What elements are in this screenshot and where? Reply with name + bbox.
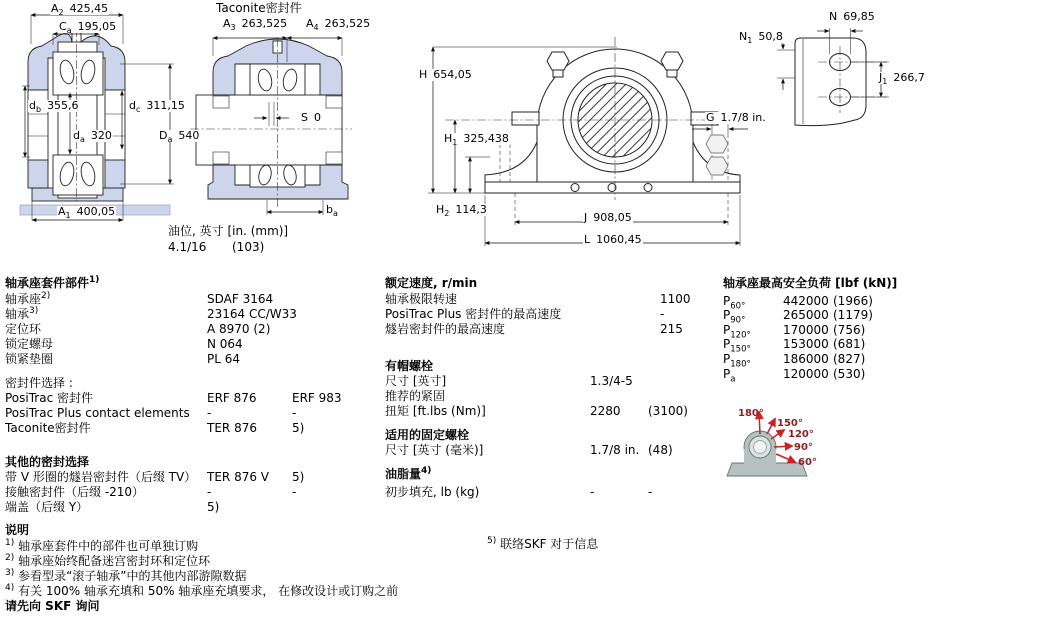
load-v1-60: 442000 bbox=[783, 294, 829, 308]
row-lock-nut-label: 锁定螺母 bbox=[5, 337, 54, 351]
row-locating-ring-label: 定位环 bbox=[5, 322, 42, 336]
angle-label-120: 120° bbox=[788, 429, 814, 440]
front-view-drawing bbox=[420, 32, 755, 258]
grease-v2: - bbox=[648, 485, 653, 499]
cap-bolts-header: 有帽螺栓 bbox=[385, 359, 434, 373]
dim-H1: $H_1$ 325,438 bbox=[444, 132, 509, 148]
row-lock-nut-value: N 064 bbox=[207, 337, 243, 351]
oil-level-mm: (103) bbox=[232, 240, 265, 254]
load-sym-180: $P_{180^\circ}$ bbox=[723, 352, 751, 370]
pillow-block-base bbox=[727, 463, 807, 476]
row-taconite-label: Taconite密封件 bbox=[5, 421, 91, 435]
load-v2-150: (681) bbox=[833, 337, 866, 351]
dim-ba: $b_a$ bbox=[325, 204, 345, 216]
left-split-lug bbox=[512, 112, 539, 125]
footnote-4: $^{4)}$ 有关 100% 轴承充填和 50% 轴承座充填要求， 在修改设计或订购之前 bbox=[5, 583, 399, 598]
footnote-4-tail: 请先向 SKF 询问 bbox=[5, 599, 100, 613]
load-v2-120: (756) bbox=[833, 323, 866, 337]
load-sym-150: $P_{150^\circ}$ bbox=[723, 337, 751, 355]
load-v1-180: 186000 bbox=[783, 352, 829, 366]
dim-dc: $d_c$ 311,15 bbox=[129, 99, 185, 115]
row-taconite-v-ring-v1: TER 876 V bbox=[207, 470, 269, 484]
other-seals-header: 其他的密封选择 bbox=[5, 455, 90, 469]
taconite-seal-left-top bbox=[213, 96, 229, 108]
row-bearing-speed-value: 1100 bbox=[660, 292, 691, 306]
dim-Da: $D_a$ 540 bbox=[159, 129, 200, 145]
row-lock-washer-label: 锁紧垫圈 bbox=[5, 352, 54, 366]
load-v2-a: (530) bbox=[833, 367, 866, 381]
row-contact-seal-label: 接触密封件（后缀 -210） bbox=[5, 485, 145, 499]
row-positrac-plus-v1: - bbox=[207, 406, 212, 420]
arrow-120 bbox=[771, 430, 784, 439]
notes-header: 说明 bbox=[5, 523, 30, 537]
seal-selection-header: 密封件选择 : bbox=[5, 376, 73, 390]
row-positrac-plus-v2: - bbox=[292, 406, 297, 420]
load-sym-120: $P_{120^\circ}$ bbox=[723, 323, 751, 341]
row-taconite-v-ring-label: 带 V 形圈的燧岩密封件（后缀 TV） bbox=[5, 470, 197, 484]
load-v1-a: 120000 bbox=[783, 367, 829, 381]
footnote-2: $^{2)}$ 轴承座始终配备迷宫密封环和定位环 bbox=[5, 553, 211, 568]
load-v2-60: (1966) bbox=[833, 294, 873, 308]
row-taconite-v1: TER 876 bbox=[207, 421, 257, 435]
anchor-bolts-header: 适用的固定螺栓 bbox=[385, 428, 470, 442]
cap-bolts-size-value: 1.3/4-5 bbox=[590, 374, 633, 388]
load-v2-90: (1179) bbox=[833, 308, 873, 322]
dim-da: $d_a$ 320 bbox=[73, 129, 112, 145]
load-sym-60: $P_{60^\circ}$ bbox=[723, 294, 746, 312]
dim-H: H 654,05 bbox=[419, 68, 472, 81]
dim-Ca: $C_a$ 195,05 bbox=[59, 20, 117, 36]
grease-header: 油脂量$^{4)}$ bbox=[385, 466, 432, 481]
left-wing bbox=[485, 142, 537, 182]
dim-H2: $H_2$ 114,3 bbox=[436, 203, 487, 219]
dim-A1: $A_1$ 400,05 bbox=[58, 205, 116, 221]
base-bolt-3 bbox=[644, 184, 652, 192]
anchor-bolts-v1: 1.7/8 in. bbox=[590, 443, 640, 457]
taconite-title: Taconite密封件 bbox=[216, 1, 302, 15]
row-taconite-speed-label: 燧岩密封件的最高速度 bbox=[385, 322, 506, 336]
footnote-3: $^{3)}$ 参看型录“滚子轴承”中的其他内部游隙数据 bbox=[5, 568, 247, 583]
dim-db: $d_b$ 355,6 bbox=[29, 99, 79, 115]
dim-S: S 0 bbox=[301, 111, 321, 124]
angle-label-180: 180° bbox=[738, 408, 764, 419]
anchor-nut-lower bbox=[706, 157, 728, 175]
base-bolt-1 bbox=[571, 184, 579, 192]
dim-J: J 908,05 bbox=[584, 211, 632, 224]
row-positrac-v2: ERF 983 bbox=[292, 391, 342, 405]
dim-N1: $N_1$ 50,8 bbox=[739, 30, 783, 46]
row-housing-label: 轴承座$^{2)}$ bbox=[5, 291, 51, 306]
footnote-5: $^{5)}$ 联络SKF 对于信息 bbox=[487, 536, 599, 551]
oil-level-label: 油位, 英寸 [in. (mm)] bbox=[168, 224, 289, 238]
arrow-90 bbox=[774, 446, 792, 447]
angle-label-150: 150° bbox=[777, 418, 803, 429]
cap-bolts-torque-label1: 推荐的紧固 bbox=[385, 389, 446, 403]
dim-A4: $A_4$ 263,525 bbox=[306, 17, 371, 33]
row-bearing-speed-label: 轴承极限转速 bbox=[385, 292, 458, 306]
row-positrac-v1: ERF 876 bbox=[207, 391, 257, 405]
speed-header: 额定速度, r/min bbox=[385, 276, 478, 290]
load-v1-120: 170000 bbox=[783, 323, 829, 337]
dim-L: L 1060,45 bbox=[584, 233, 642, 246]
load-v1-90: 265000 bbox=[783, 308, 829, 322]
row-taconite-v-ring-v2: 5) bbox=[292, 470, 305, 484]
grease-row-label: 初步填充, lb (kg) bbox=[385, 485, 480, 499]
row-lock-washer-value: PL 64 bbox=[207, 352, 241, 366]
dim-N: N 69,85 bbox=[829, 10, 875, 23]
row-contact-seal-v2: - bbox=[292, 485, 297, 499]
oil-level-inches: 4.1/16 bbox=[168, 240, 207, 254]
cap-bolts-torque-v2: (3100) bbox=[648, 404, 688, 418]
anchor-nut-upper bbox=[706, 135, 728, 153]
footnote-1: $^{1)}$ 轴承座套件中的部件也可单独订购 bbox=[5, 538, 199, 553]
angle-label-90: 90° bbox=[794, 442, 813, 453]
cap-bolts-size-label: 尺寸 [英寸] bbox=[385, 374, 447, 388]
dim-A3: $A_3$ 263,525 bbox=[223, 17, 288, 33]
taconite-seal-right-top bbox=[326, 96, 342, 108]
hub-bore bbox=[754, 441, 767, 454]
left-foot bbox=[28, 160, 48, 188]
row-positrac-plus-label: PosiTrac Plus contact elements bbox=[5, 406, 190, 420]
load-sym-90: $P_{90^\circ}$ bbox=[723, 308, 746, 326]
grease-v1: - bbox=[590, 485, 595, 499]
right-cap-bolt bbox=[661, 52, 683, 70]
angle-label-60: 60° bbox=[798, 457, 817, 468]
row-end-cover-label: 端盖（后缀 Y） bbox=[5, 500, 89, 514]
housing-profile bbox=[795, 38, 866, 126]
row-positrac-plus-speed-label: PosiTrac Plus 密封件的最高速度 bbox=[385, 307, 562, 321]
dim-G: G 1.7/8 in. bbox=[706, 111, 766, 124]
row-bearing-value: 23164 CC/W33 bbox=[207, 307, 297, 321]
row-housing-value: SDAF 3164 bbox=[207, 292, 274, 306]
cap-bolts-torque-label2: 扭矩 [ft.lbs (Nm)] bbox=[385, 404, 486, 418]
row-positrac-label: PosiTrac 密封件 bbox=[5, 391, 94, 405]
left-cap-bolt bbox=[547, 52, 569, 70]
dim-A2: $A_2$ 425,45 bbox=[51, 2, 109, 18]
anchor-bolts-size-label: 尺寸 [英寸 (毫米)] bbox=[385, 443, 484, 457]
row-bearing-label: 轴承$^{3)}$ bbox=[5, 306, 39, 321]
arrow-150 bbox=[767, 419, 775, 434]
row-end-cover-v1: 5) bbox=[207, 500, 220, 514]
row-locating-ring-value: A 8970 (2) bbox=[207, 322, 271, 336]
row-contact-seal-v1: - bbox=[207, 485, 212, 499]
cap-bolts-torque-v1: 2280 bbox=[590, 404, 621, 418]
components-header: 轴承座套件部件$^{1)}$ bbox=[5, 275, 100, 290]
arrow-60 bbox=[776, 454, 795, 462]
load-v1-150: 153000 bbox=[783, 337, 829, 351]
anchor-bolts-v2: (48) bbox=[648, 443, 673, 457]
row-taconite-v2: 5) bbox=[292, 421, 305, 435]
dim-J1: $J_1$ 266,7 bbox=[879, 71, 925, 87]
taconite-seal-left-bottom bbox=[213, 152, 229, 164]
load-sym-a: $P_a$ bbox=[723, 367, 736, 385]
loads-header: 轴承座最高安全负荷 [lbf (kN)] bbox=[723, 276, 898, 290]
row-taconite-speed-value: 215 bbox=[660, 322, 683, 336]
load-v2-180: (827) bbox=[833, 352, 866, 366]
row-positrac-plus-speed-value: - bbox=[660, 307, 665, 321]
taconite-seal-right-bottom bbox=[326, 152, 342, 164]
